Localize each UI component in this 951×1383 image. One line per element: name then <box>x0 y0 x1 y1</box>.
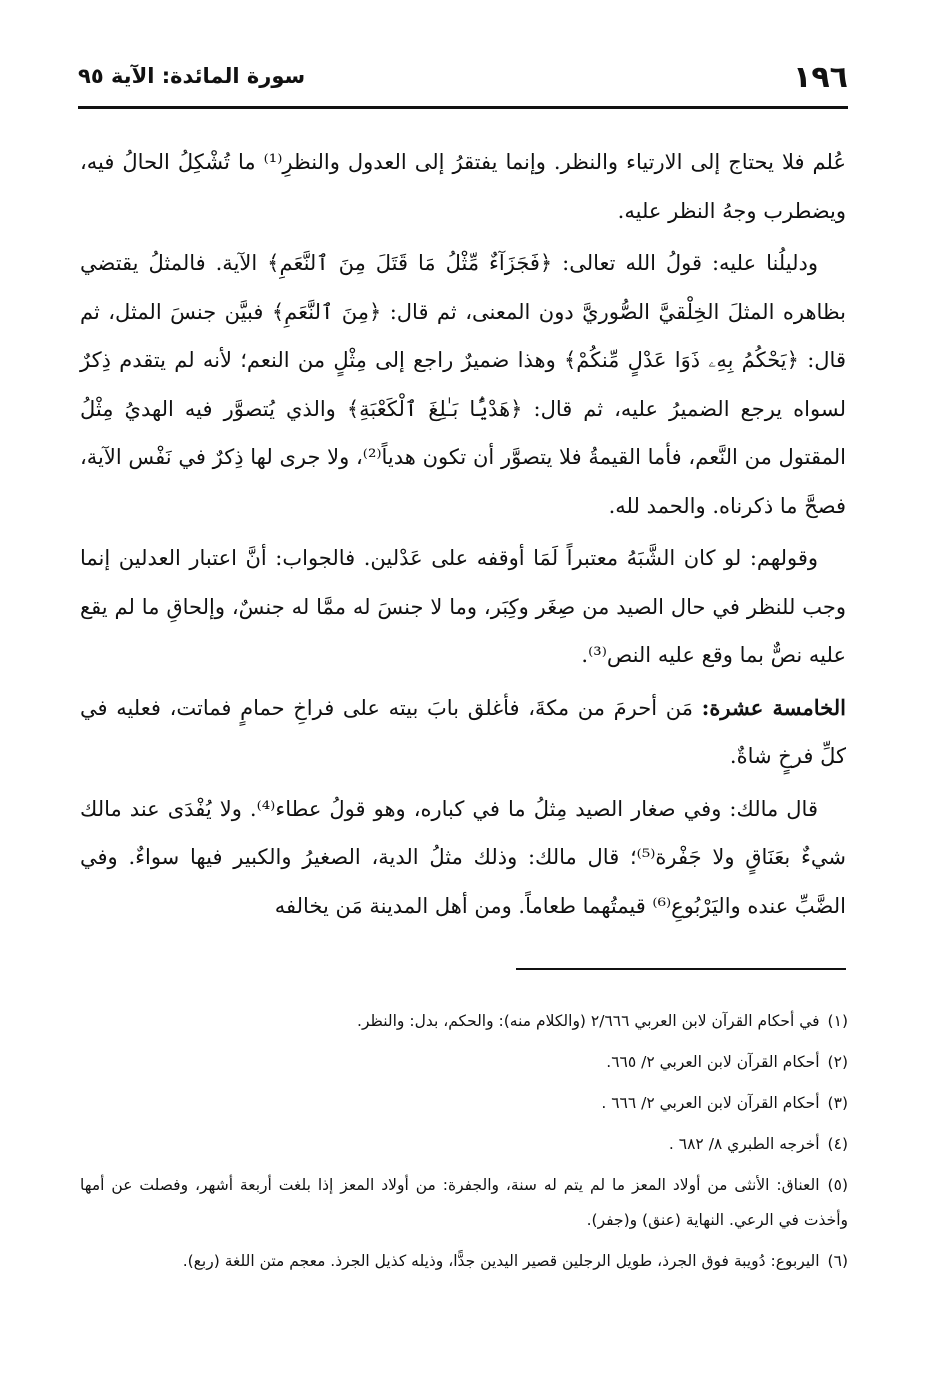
footnote-number: (٢) <box>827 1053 848 1071</box>
section-heading: الخامسة عشرة: <box>701 694 846 720</box>
footnote-number: (٣) <box>827 1094 848 1112</box>
footnote-number: (٤) <box>827 1135 848 1153</box>
paragraph-5: قال مالك: وفي صغار الصيد مِثلُ ما في كباره، وهو قولُ عطاء⁽⁴⁾. ولا يُفْدَى عند مالك شيءٌ بعَنَاقٍ ولا جَفْرة⁽⁵⁾؛ قال مالك: وذلك مثلُ الدية، الصغيرُ والكبير فيها سواءٌ. وفي الضَّبِّ عنده واليَرْبُوعِ⁽⁶⁾ قيمتُهما طعاماً. ومن أهل المدينة مَن يخالفه <box>80 796 846 918</box>
footnote-text: في أحكام القرآن لابن العربي ٢/٦٦٦ (والكلام منه): والحكم، بدل: والنظر. <box>357 1012 820 1030</box>
main-text <box>80 138 846 934</box>
header-rule <box>78 106 848 109</box>
footnote-text: العناق: الأنثى من أولاد المعز ما لم يتم له سنة، والجفرة: من أولاد المعز إذا بلغت أربعة أشهر، وفصلت عن أمها وأخذت في الرعي. النهاية (عنق) و(جفر). <box>80 1176 848 1229</box>
paragraph-4-text: مَن أحرمَ من مكةَ، فأغلق بابَ بيته على فراخِ حمامٍ فماتت، فعليه في كلِّ فرخٍ شاةٌ. <box>80 695 846 768</box>
footnote <box>80 1086 848 1121</box>
footnotes <box>80 1004 848 1285</box>
running-title: سورة المائدة: الآية ٩٥ <box>78 64 306 88</box>
paragraph-2: ودليلُنا عليه: قولُ الله تعالى: ﴿فَجَزَآءٌ مِّثْلُ مَا قَتَلَ مِنَ ٱلنَّعَمِ﴾ الآية. فالمثلُ يقتضي بظاهره المثلَ الخِلْقيَّ الصُّوريَّ دون المعنى، ثم قال: ﴿مِنَ ٱلنَّعَمِ﴾ فبيَّن جنسَ المثل، ثم قال: ﴿يَحْكُمُ بِهِۦ ذَوَا عَدْلٍ مِّنكُمْ﴾ وهذا ضميرٌ راجع إلى مِثْلٍ من النعم؛ لأنه لم يتقدم ذِكرٌ لسواه يرجع الضميرُ عليه، ثم قال: ﴿هَدْيًۢا بَـٰلِغَ ٱلْكَعْبَةِ﴾ والذي يُتصوَّر فيه الهديُ مِثْلُ المقتول من النَّعم، فأما القيمةُ فلا يتصوَّر أن تكون هدياً⁽²⁾، ولا جرى لها ذِكرٌ في نَفْس الآية، فصحَّ ما ذكرناه. والحمد لله. <box>80 251 846 518</box>
footnote <box>80 1244 848 1279</box>
page-header <box>78 58 848 108</box>
footnote <box>80 1004 848 1039</box>
footnote-text: اليربوع: دُويبة فوق الجرذ، طويل الرجلين قصير اليدين جدًّا، وذيله كذيل الجرذ. معجم متن اللغة (ربع). <box>182 1252 820 1270</box>
footnote-text: أحكام القرآن لابن العربي ٢/ ٦٦٥. <box>606 1053 820 1071</box>
footnote <box>80 1045 848 1080</box>
page-number: ١٩٦ <box>793 60 848 95</box>
footnote-text: أحكام القرآن لابن العربي ٢/ ٦٦٦ . <box>601 1094 820 1112</box>
footnote-number: (١) <box>827 1012 848 1030</box>
paragraph-3: وقولهم: لو كان الشَّبَهُ معتبراً لَمَا أوقفه على عَدْلين. فالجواب: أنَّ اعتبار العدلين إنما وجب للنظر في حال الصيد من صِغَر وكِبَر، وما لا جنسَ له ممَّا له جنسٌ، وإلحاقِ ما لم يقع عليه نصٌّ بما وقع عليه النص⁽³⁾. <box>80 546 846 667</box>
footnote <box>80 1168 848 1238</box>
paragraph-4 <box>80 684 846 781</box>
footnote <box>80 1127 848 1162</box>
paragraph-1: عُلم فلا يحتاج إلى الارتياء والنظر. وإنما يفتقرُ إلى العدول والنظرِ⁽¹⁾ ما تُشْكِلُ الحالُ فيه، ويضطرب وجهُ النظر عليه. <box>80 150 846 223</box>
footnote-rule <box>516 968 846 970</box>
footnote-number: (٥) <box>827 1176 848 1194</box>
footnote-number: (٦) <box>827 1252 848 1270</box>
footnote-text: أخرجه الطبري ٨/ ٦٨٢ . <box>668 1135 820 1153</box>
